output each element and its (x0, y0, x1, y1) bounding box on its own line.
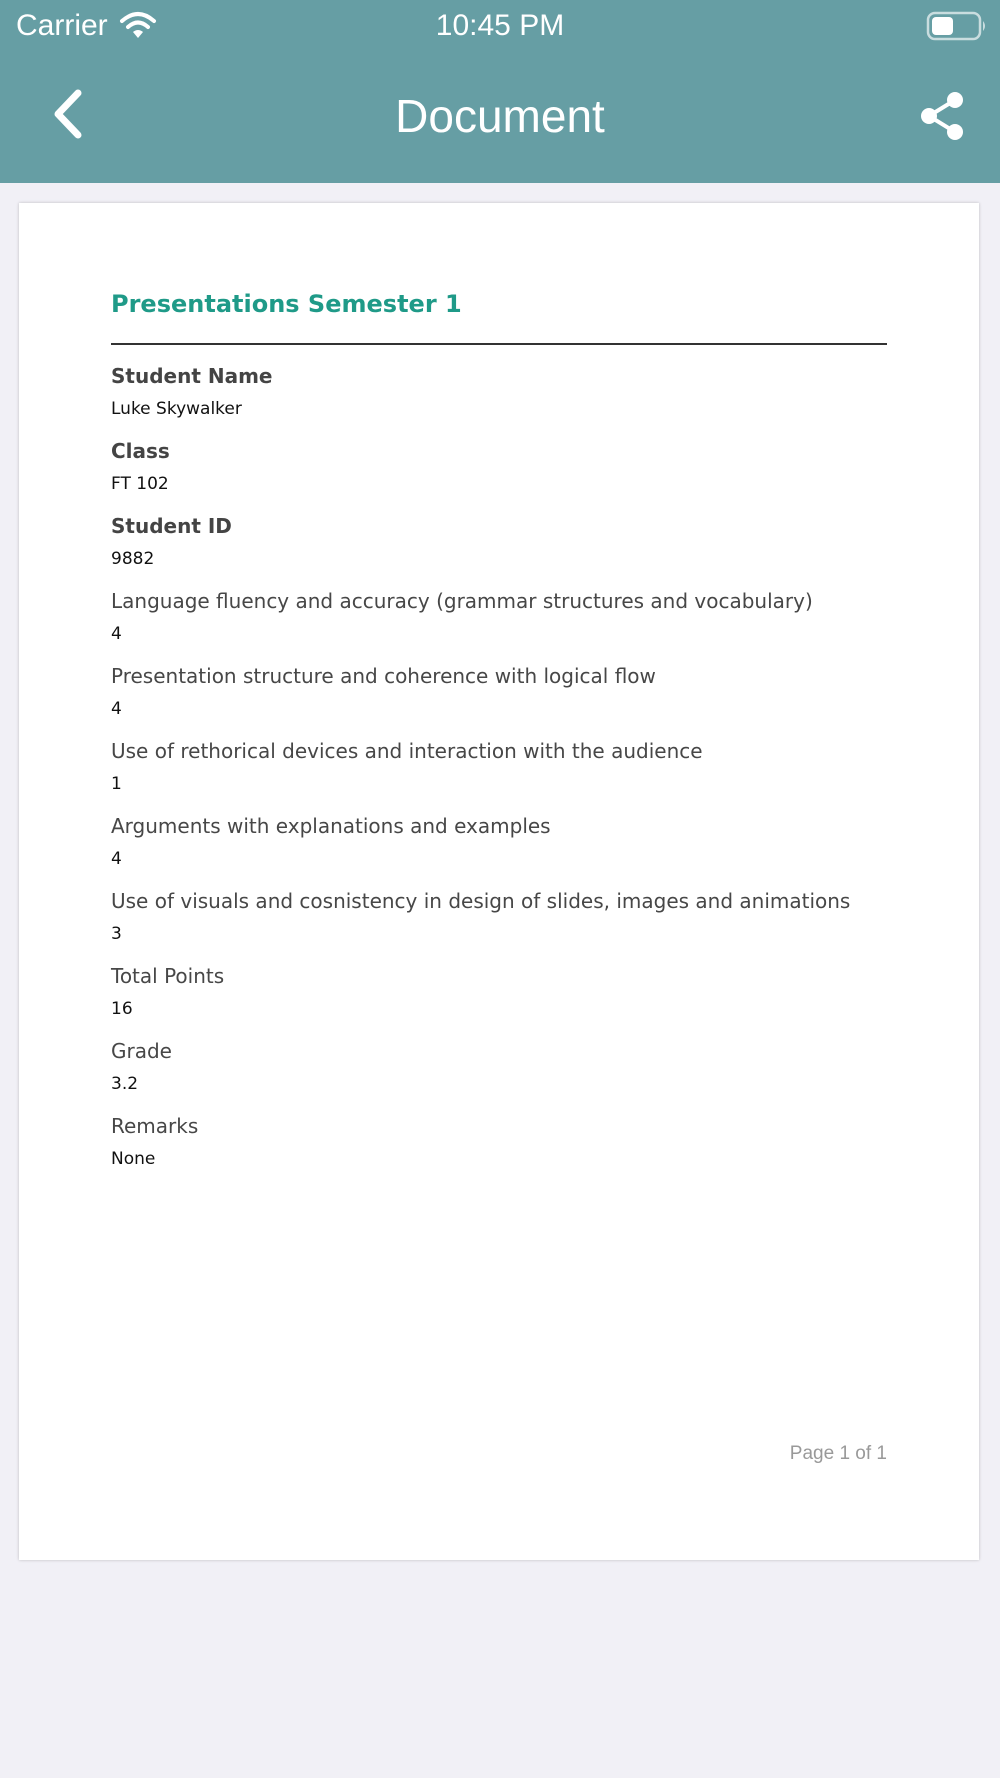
status-time: 10:45 PM (435, 9, 565, 42)
remarks-value: None (111, 1149, 156, 1169)
document-title: Presentations Semester 1 (111, 290, 462, 318)
student-name-value: Luke Skywalker (111, 399, 242, 419)
share-button[interactable] (912, 88, 972, 148)
page-title: Document (395, 90, 605, 142)
page-number: Page 1 of 1 (789, 1443, 887, 1464)
visuals-consistency-label: Use of visuals and cosnistency in design of slides, images and animations (111, 889, 851, 913)
total-points-value: 16 (111, 999, 133, 1019)
rhetorical-devices-label: Use of rethorical devices and interaction with the audience (111, 739, 703, 763)
rhetorical-devices-score: 1 (111, 774, 122, 794)
language-fluency-label: Language fluency and accuracy (grammar structures and vocabulary) (111, 589, 813, 613)
student-id-value: 9882 (111, 549, 155, 569)
class-label: Class (111, 439, 170, 463)
remarks-label: Remarks (111, 1114, 199, 1138)
navigation-bar (0, 0, 1000, 183)
class-value: FT 102 (111, 474, 169, 494)
document-content (111, 287, 887, 1186)
grade-label: Grade (111, 1039, 172, 1063)
arguments-score: 4 (111, 849, 122, 869)
language-fluency-score: 4 (111, 624, 122, 644)
title-divider (111, 343, 887, 345)
document-page[interactable] (19, 203, 979, 1560)
presentation-structure-score: 4 (111, 699, 122, 719)
student-id-label: Student ID (111, 514, 232, 538)
total-points-label: Total Points (111, 964, 225, 988)
arguments-label: Arguments with explanations and examples (111, 814, 551, 838)
student-name-label: Student Name (111, 364, 273, 388)
share-icon (917, 90, 967, 146)
presentation-structure-label: Presentation structure and coherence with logical flow (111, 664, 656, 688)
battery-icon (926, 10, 988, 42)
visuals-consistency-score: 3 (111, 924, 122, 944)
grade-value: 3.2 (111, 1074, 139, 1094)
carrier-label: Carrier (16, 9, 108, 42)
